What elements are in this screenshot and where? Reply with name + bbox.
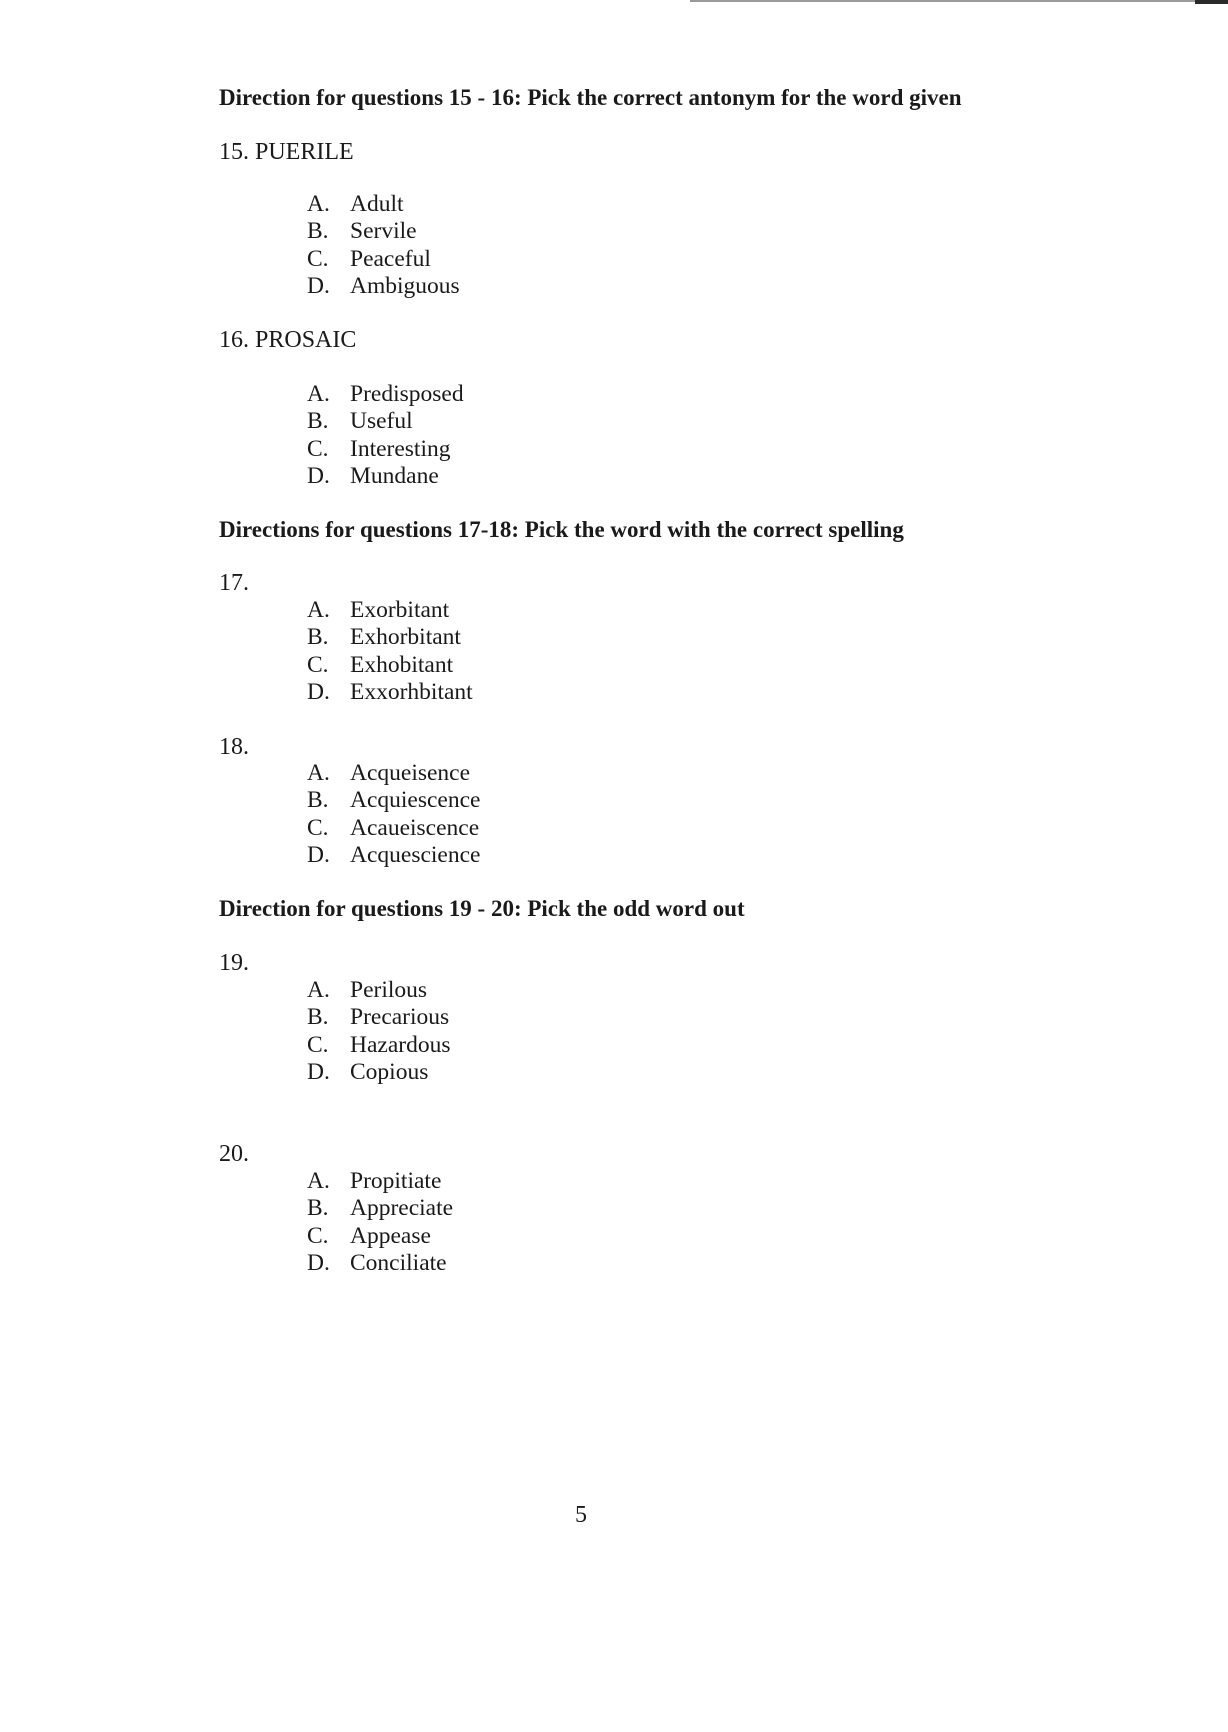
option-item[interactable]: [307, 815, 480, 842]
option-text: Useful: [350, 408, 413, 435]
option-item[interactable]: [307, 597, 473, 624]
option-letter: A.: [307, 977, 330, 1003]
option-letter: B.: [307, 1004, 329, 1031]
option-item[interactable]: [307, 652, 473, 679]
option-text: Peaceful: [350, 245, 431, 272]
option-letter: C.: [307, 1222, 329, 1249]
option-item[interactable]: [307, 273, 460, 300]
option-text: Exxorhbitant: [350, 678, 473, 705]
option-letter: D.: [307, 462, 330, 489]
option-item[interactable]: [307, 408, 464, 435]
option-text: Servile: [350, 218, 417, 245]
question-16-options: [307, 381, 464, 490]
option-letter: C.: [307, 651, 329, 678]
page-number: 5: [575, 1502, 587, 1528]
question-19-label: 19.: [219, 950, 249, 976]
question-17-options: [307, 597, 473, 706]
option-text: Mundane: [350, 462, 439, 489]
option-text: Appreciate: [350, 1195, 454, 1222]
option-text: Hazardous: [350, 1031, 451, 1058]
option-text: Acaueiscence: [350, 814, 480, 841]
option-letter: A.: [307, 597, 330, 623]
option-text: Conciliate: [350, 1249, 447, 1276]
option-letter: D.: [307, 841, 330, 868]
question-16-label: 16. PROSAIC: [219, 327, 357, 353]
question-18-label: 18.: [219, 734, 249, 760]
option-item[interactable]: [307, 679, 473, 706]
option-item[interactable]: [307, 760, 480, 787]
option-item[interactable]: [307, 218, 460, 245]
option-item[interactable]: [307, 1168, 453, 1195]
option-text: Interesting: [350, 435, 451, 462]
option-item[interactable]: [307, 787, 480, 814]
option-text: Adult: [350, 191, 404, 217]
option-letter: A.: [307, 191, 330, 217]
option-item[interactable]: [307, 977, 450, 1004]
question-17-label: 17.: [219, 570, 249, 596]
option-item[interactable]: [307, 842, 480, 869]
option-letter: C.: [307, 435, 329, 462]
question-15-options: [307, 191, 460, 300]
option-text: Exhorbitant: [350, 624, 461, 651]
option-item[interactable]: [307, 436, 464, 463]
option-text: Exorbitant: [350, 597, 450, 623]
option-letter: B.: [307, 408, 329, 435]
option-item[interactable]: [307, 1032, 450, 1059]
direction-antonym: Direction for questions 15 - 16: Pick the correct antonym for the word given: [219, 85, 962, 110]
option-item[interactable]: [307, 246, 460, 273]
option-text: Acquescience: [350, 841, 481, 868]
option-letter: B.: [307, 787, 329, 814]
question-18-options: [307, 760, 480, 869]
page-top-rule: [690, 0, 1228, 2]
option-letter: B.: [307, 624, 329, 651]
option-letter: B.: [307, 1195, 329, 1222]
option-item[interactable]: [307, 1195, 453, 1222]
option-item[interactable]: [307, 463, 464, 490]
option-letter: A.: [307, 760, 330, 786]
option-item[interactable]: [307, 1250, 453, 1277]
option-item[interactable]: [307, 1059, 450, 1086]
option-text: Perilous: [350, 977, 428, 1003]
question-20-options: [307, 1168, 453, 1277]
question-20-label: 20.: [219, 1141, 249, 1167]
option-letter: D.: [307, 1249, 330, 1276]
option-letter: D.: [307, 272, 330, 299]
option-text: Precarious: [350, 1004, 450, 1031]
option-text: Propitiate: [350, 1168, 442, 1194]
option-text: Copious: [350, 1058, 429, 1085]
option-item[interactable]: [307, 1223, 453, 1250]
question-15-label: 15. PUERILE: [219, 139, 354, 165]
page-corner-mark: [1195, 0, 1228, 4]
option-text: Appease: [350, 1222, 431, 1249]
option-letter: B.: [307, 218, 329, 245]
option-item[interactable]: [307, 191, 460, 218]
direction-odd-word: Direction for questions 19 - 20: Pick the odd word out: [219, 896, 745, 921]
option-text: Acquiescence: [350, 787, 481, 814]
option-letter: A.: [307, 1168, 330, 1194]
question-19-options: [307, 977, 450, 1086]
option-text: Acqueisence: [350, 760, 471, 786]
option-letter: A.: [307, 381, 330, 407]
option-letter: C.: [307, 245, 329, 272]
option-item[interactable]: [307, 381, 464, 408]
option-letter: D.: [307, 1058, 330, 1085]
direction-spelling: Directions for questions 17-18: Pick the word with the correct spelling: [219, 517, 904, 542]
option-letter: C.: [307, 1031, 329, 1058]
option-letter: C.: [307, 814, 329, 841]
option-letter: D.: [307, 678, 330, 705]
option-item[interactable]: [307, 1004, 450, 1031]
option-text: Ambiguous: [350, 272, 460, 299]
option-text: Exhobitant: [350, 651, 454, 678]
option-text: Predisposed: [350, 381, 464, 407]
option-item[interactable]: [307, 624, 473, 651]
